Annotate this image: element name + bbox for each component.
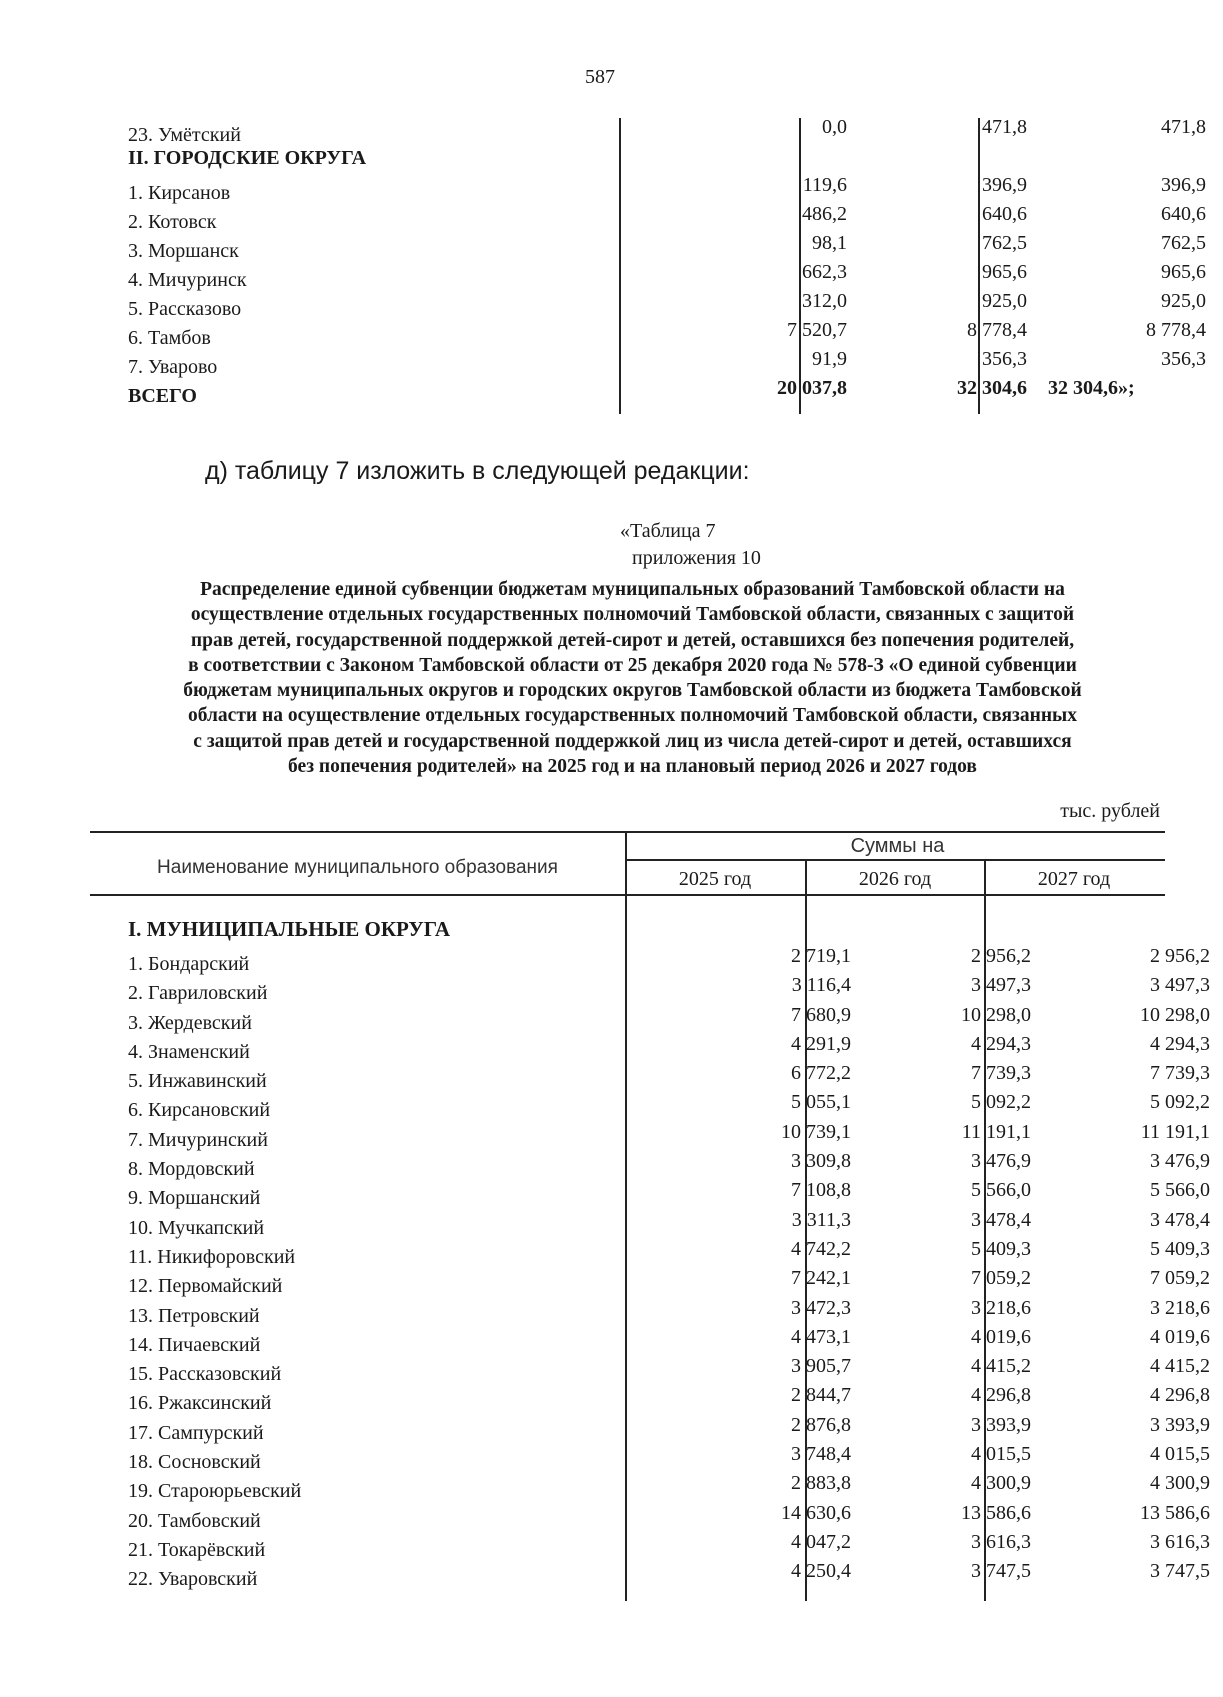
table-row xyxy=(90,1412,1210,1444)
value-2026: 11 191,1 xyxy=(961,1120,1031,1143)
value-2025: 3 116,4 xyxy=(791,974,851,997)
value-2025: 3 905,7 xyxy=(791,1355,851,1378)
row-name: 23. Умётский xyxy=(128,124,241,146)
row-name: 17. Сампурский xyxy=(128,1421,264,1444)
row-name: 2. Котовск xyxy=(128,211,217,233)
row-name: 12. Первомайский xyxy=(128,1275,283,1298)
row-name: 1. Бондарский xyxy=(128,953,250,975)
table-row xyxy=(90,1382,1210,1415)
value-2027: 965,6 xyxy=(1161,261,1206,283)
table-row xyxy=(90,1353,1210,1386)
value-2026: 4 296,8 xyxy=(971,1384,1031,1407)
table-row xyxy=(90,286,1206,320)
table-row xyxy=(90,1324,1210,1356)
value-2026: 356,3 xyxy=(982,348,1027,370)
table-row xyxy=(90,199,1206,233)
value-2026: 762,5 xyxy=(982,232,1027,254)
value-2025: 91,9 xyxy=(812,348,847,370)
value-2025: 486,2 xyxy=(802,203,847,225)
value-2025: 0,0 xyxy=(822,116,847,138)
value-2025: 2 719,1 xyxy=(791,945,851,967)
row-name: 22. Уваровский xyxy=(128,1568,258,1591)
table-row xyxy=(90,1060,1210,1093)
table-row xyxy=(90,1470,1210,1503)
row-name: 10. Мучкапский xyxy=(128,1216,265,1239)
value-2027: 3 747,5 xyxy=(1150,1560,1210,1583)
table-row xyxy=(90,112,1206,146)
value-2026: 4 294,3 xyxy=(971,1032,1031,1055)
value-2025: 4 742,2 xyxy=(791,1237,851,1260)
value-2027: 32 304,6»; xyxy=(1048,377,1135,399)
value-2026: 3 393,9 xyxy=(971,1413,1031,1436)
value-2027: 10 298,0 xyxy=(1140,1003,1210,1026)
value-2027: 3 478,4 xyxy=(1150,1208,1210,1231)
value-2027: 4 015,5 xyxy=(1150,1443,1210,1466)
value-2027: 396,9 xyxy=(1161,174,1206,196)
value-2027: 3 476,9 xyxy=(1150,1150,1210,1173)
value-2025: 7 520,7 xyxy=(787,319,847,341)
value-2026: 3 476,9 xyxy=(971,1150,1031,1173)
units-label: тыс. рублей xyxy=(1060,800,1160,822)
title-line: Распределение единой субвенции бюджетам муниципальных образований Тамбовской области на xyxy=(200,579,1065,600)
value-2025: 662,3 xyxy=(802,261,847,283)
table-row xyxy=(90,1002,1210,1034)
row-name: 5. Инжавинский xyxy=(128,1070,267,1093)
value-2027: 762,5 xyxy=(1161,232,1206,254)
value-2025: 4 473,1 xyxy=(791,1325,851,1348)
title-line: без попечения родителей» на 2025 год и на плановый период 2026 и 2027 годов xyxy=(288,756,977,778)
value-2026: 5 566,0 xyxy=(971,1179,1031,1202)
table-row xyxy=(90,1207,1210,1239)
row-name: 14. Пичаевский xyxy=(128,1333,261,1356)
section-label: II. ГОРОДСКИЕ ОКРУГА xyxy=(128,147,367,169)
table-reference-line: приложения 10 xyxy=(632,547,761,569)
page-number: 587 xyxy=(585,66,615,88)
value-2026: 3 747,5 xyxy=(971,1560,1031,1583)
value-2026: 3 497,3 xyxy=(971,974,1031,997)
table-row xyxy=(90,1558,1210,1591)
section-row xyxy=(90,141,1165,170)
value-2027: 5 566,0 xyxy=(1150,1179,1210,1202)
header-year-2025: 2025 год xyxy=(678,868,752,890)
value-2027: 3 218,6 xyxy=(1150,1296,1210,1319)
value-2026: 3 218,6 xyxy=(971,1296,1031,1319)
row-name: 20. Тамбовский xyxy=(128,1509,261,1532)
table-row xyxy=(90,1236,1210,1268)
header-bottom-border xyxy=(90,894,1165,896)
row-name: 7. Уварово xyxy=(128,356,218,378)
title-line: осуществление отдельных государственных полномочий Тамбовской области, связанных с защитой xyxy=(190,604,1075,626)
value-2025: 4 250,4 xyxy=(791,1560,851,1583)
row-name: 4. Мичуринск xyxy=(128,269,247,291)
value-2025: 2 876,8 xyxy=(791,1413,851,1436)
value-2027: 925,0 xyxy=(1161,290,1206,312)
value-2026: 8 778,4 xyxy=(967,319,1027,341)
value-2026: 7 059,2 xyxy=(971,1267,1031,1290)
row-name: 5. Рассказово xyxy=(128,298,242,320)
value-2027: 3 616,3 xyxy=(1150,1530,1210,1553)
table-top-border xyxy=(90,831,1165,833)
value-2026: 13 586,6 xyxy=(961,1501,1031,1524)
value-2027: 5 409,3 xyxy=(1150,1237,1210,1260)
total-row xyxy=(90,373,1165,407)
value-2027: 3 393,9 xyxy=(1150,1413,1210,1436)
row-name: 21. Токарёвский xyxy=(128,1538,266,1561)
table-row xyxy=(90,1148,1210,1181)
table-row xyxy=(90,1177,1210,1210)
amendment-instruction: д) таблицу 7 изложить в следующей редакции: xyxy=(205,457,750,485)
header-year-2026: 2026 год xyxy=(858,868,932,890)
table-reference xyxy=(620,518,761,572)
value-2025: 3 748,4 xyxy=(791,1443,851,1466)
value-2026: 10 298,0 xyxy=(961,1003,1031,1026)
value-2025: 4 047,2 xyxy=(791,1530,851,1553)
value-2026: 32 304,6 xyxy=(957,377,1027,399)
value-2026: 925,0 xyxy=(982,290,1027,312)
row-name: ВСЕГО xyxy=(128,385,197,407)
row-name: 6. Тамбов xyxy=(128,327,211,349)
table-row xyxy=(90,1500,1210,1532)
table-row xyxy=(90,344,1206,378)
title-line: бюджетам муниципальных округов и городских округов Тамбовской области из бюджета Тамбовской xyxy=(183,680,1082,702)
table-row xyxy=(90,1295,1210,1327)
value-2027: 356,3 xyxy=(1161,348,1206,370)
title-line: с защитой прав детей и государственной поддержкой лиц из числа детей-сирот и детей, оставшихся xyxy=(193,730,1072,752)
table-row xyxy=(90,228,1206,262)
header-sums: Суммы на xyxy=(850,835,945,857)
value-2025: 14 630,6 xyxy=(781,1501,851,1524)
value-2027: 2 956,2 xyxy=(1150,945,1210,967)
row-name: 13. Петровский xyxy=(128,1304,260,1327)
value-2027: 5 092,2 xyxy=(1150,1091,1210,1114)
section-label: I. МУНИЦИПАЛЬНЫЕ ОКРУГА xyxy=(128,917,451,941)
value-2027: 8 778,4 xyxy=(1146,319,1206,341)
value-2026: 4 415,2 xyxy=(971,1355,1031,1378)
value-2027: 3 497,3 xyxy=(1150,974,1210,997)
title-line: в соответствии с Законом Тамбовской области от 25 декабря 2020 года № 578-З «О единой субвенции xyxy=(188,654,1077,676)
header-year-2027: 2027 год xyxy=(1037,868,1111,890)
value-2026: 3 478,4 xyxy=(971,1208,1031,1231)
row-name: 11. Никифоровский xyxy=(128,1245,296,1268)
value-2026: 2 956,2 xyxy=(971,945,1031,967)
value-2027: 7 739,3 xyxy=(1150,1062,1210,1085)
value-2026: 471,8 xyxy=(982,116,1027,138)
value-2027: 4 415,2 xyxy=(1150,1355,1210,1378)
value-2025: 312,0 xyxy=(802,290,847,312)
value-2026: 5 409,3 xyxy=(971,1237,1031,1260)
value-2025: 119,6 xyxy=(802,174,847,196)
value-2026: 396,9 xyxy=(982,174,1027,196)
value-2025: 6 772,2 xyxy=(791,1062,851,1085)
table-title xyxy=(100,577,1165,779)
value-2027: 4 294,3 xyxy=(1150,1032,1210,1055)
value-2027: 471,8 xyxy=(1161,116,1206,138)
row-name: 8. Мордовский xyxy=(128,1158,255,1181)
value-2026: 4 015,5 xyxy=(971,1443,1031,1466)
value-2027: 11 191,1 xyxy=(1140,1120,1210,1143)
value-2025: 3 311,3 xyxy=(791,1208,851,1231)
subvention-table xyxy=(90,831,1210,1601)
table-row xyxy=(90,1089,1210,1122)
row-name: 16. Ржаксинский xyxy=(128,1392,272,1415)
row-name: 9. Моршанский xyxy=(128,1187,261,1210)
value-2026: 4 300,9 xyxy=(971,1472,1031,1495)
value-2026: 5 092,2 xyxy=(971,1091,1031,1114)
value-2025: 98,1 xyxy=(812,232,847,254)
value-2025: 20 037,8 xyxy=(777,377,847,399)
value-2025: 2 883,8 xyxy=(791,1472,851,1495)
value-2025: 4 291,9 xyxy=(791,1032,851,1055)
table-row xyxy=(90,257,1206,291)
table-row xyxy=(90,1265,1210,1298)
continuation-table xyxy=(90,112,1206,407)
value-2025: 3 309,8 xyxy=(791,1150,851,1173)
value-2025: 7 242,1 xyxy=(791,1267,851,1290)
row-name: 4. Знаменский xyxy=(128,1040,250,1063)
row-name: 2. Гавриловский xyxy=(128,982,268,1005)
row-name: 3. Моршанск xyxy=(128,240,239,262)
value-2027: 640,6 xyxy=(1161,203,1206,225)
value-2026: 3 616,3 xyxy=(971,1530,1031,1553)
table-row xyxy=(90,315,1206,349)
value-2026: 965,6 xyxy=(982,261,1027,283)
row-name: 15. Рассказовский xyxy=(128,1363,282,1386)
row-name: 18. Сосновский xyxy=(128,1451,261,1474)
header-name: Наименование муниципального образования xyxy=(157,857,558,878)
value-2027: 13 586,6 xyxy=(1140,1501,1210,1524)
value-2026: 4 019,6 xyxy=(971,1325,1031,1348)
value-2027: 4 296,8 xyxy=(1150,1384,1210,1407)
header-divider xyxy=(625,859,1165,861)
value-2025: 7 108,8 xyxy=(791,1179,851,1202)
value-2025: 10 739,1 xyxy=(781,1120,851,1143)
value-2025: 5 055,1 xyxy=(791,1091,851,1114)
value-2027: 4 300,9 xyxy=(1150,1472,1210,1495)
row-name: 1. Кирсанов xyxy=(128,182,231,204)
table-row xyxy=(90,1441,1210,1474)
table-row xyxy=(90,170,1206,204)
row-name: 19. Староюрьевский xyxy=(128,1480,302,1503)
table-row xyxy=(90,1031,1210,1063)
row-name: 7. Мичуринский xyxy=(128,1128,268,1151)
value-2025: 2 844,7 xyxy=(791,1384,851,1407)
value-2026: 640,6 xyxy=(982,203,1027,225)
table-row xyxy=(90,943,1210,975)
value-2025: 7 680,9 xyxy=(791,1003,851,1026)
table-row xyxy=(90,1529,1210,1561)
table-reference-line: «Таблица 7 xyxy=(620,520,716,542)
value-2027: 4 019,6 xyxy=(1150,1325,1210,1348)
value-2026: 7 739,3 xyxy=(971,1062,1031,1085)
title-line: прав детей, государственной поддержкой детей-сирот и детей, оставшихся без попечения родителей, xyxy=(190,629,1075,651)
row-name: 3. Жердевский xyxy=(128,1011,252,1034)
title-line: области на осуществление отдельных государственных полномочий Тамбовской области, связанных xyxy=(187,705,1078,727)
table-row xyxy=(90,1119,1210,1151)
value-2025: 3 472,3 xyxy=(791,1296,851,1319)
table-row xyxy=(90,972,1210,1005)
row-name: 6. Кирсановский xyxy=(128,1099,271,1122)
value-2027: 7 059,2 xyxy=(1150,1267,1210,1290)
